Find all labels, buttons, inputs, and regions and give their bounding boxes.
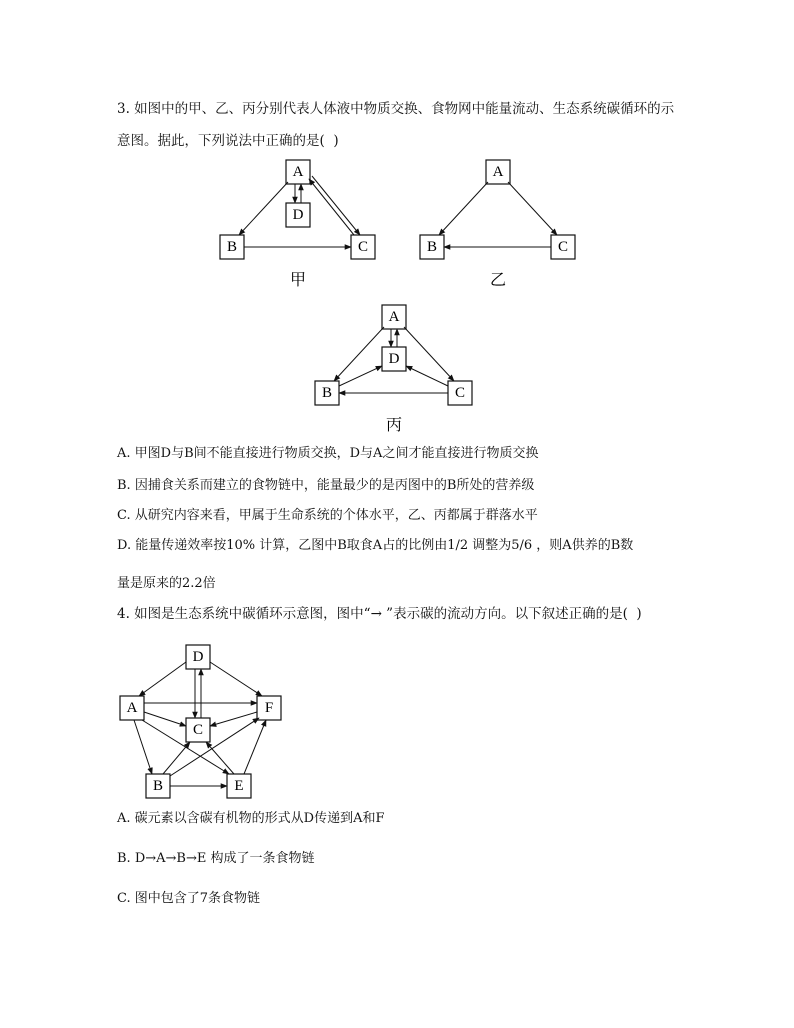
node-d: [186, 645, 210, 669]
node-b: [146, 774, 170, 798]
node-c-label: C: [192, 722, 204, 738]
node-a: [286, 160, 310, 184]
node-b-label: B: [426, 239, 438, 255]
node-b: [420, 235, 444, 259]
node-b-label: B: [152, 778, 164, 794]
node-a-label: A: [126, 700, 138, 716]
node-b: [315, 381, 339, 405]
figure-yi: [410, 155, 590, 295]
node-c: [351, 235, 375, 259]
node-f: [257, 696, 281, 720]
node-d-label: D: [388, 351, 400, 367]
node-a-label: A: [292, 164, 304, 180]
q3-option-c: C. 从研究内容来看，甲属于生命系统的个体水平，乙、丙都属于群落水平: [117, 508, 538, 523]
caption-bing: 丙: [385, 415, 403, 434]
q3-stem-line1: 3. 如图中的甲、乙、丙分别代表人体液中物质交换、食物网中能量流动、生态系统碳循环的示: [117, 101, 675, 117]
node-c: [551, 235, 575, 259]
node-a: [120, 696, 144, 720]
node-d: [382, 347, 406, 371]
q4-stem: 4. 如图是生态系统中碳循环示意图，图中“→ ”表示碳的流动方向。以下叙述正确的是( ): [117, 606, 642, 622]
q3-option-d-line2: 量是原来的2.2倍: [117, 576, 216, 591]
q3-option-d-line1: D. 能量传递效率按10% 计算，乙图中B取食A占的比例由1/2 调整为5/6 ，则A供养的B数: [117, 538, 634, 553]
node-c: [186, 718, 210, 742]
caption-yi: 乙: [489, 270, 507, 289]
node-e: [227, 774, 251, 798]
node-a-label: A: [388, 309, 400, 325]
figure-jia: [210, 155, 390, 295]
node-d-label: D: [192, 649, 204, 665]
node-f-label: F: [264, 700, 274, 716]
node-a-label: A: [492, 164, 504, 180]
q4-option-c: C. 图中包含了7条食物链: [117, 891, 261, 906]
figure-bing: [305, 300, 485, 440]
node-c-label: C: [454, 385, 466, 401]
node-d: [286, 203, 310, 227]
node-c-label: C: [557, 239, 569, 255]
figure-q4-carbon-cycle: [117, 640, 287, 805]
node-c-label: C: [357, 239, 369, 255]
node-a: [486, 160, 510, 184]
q4-option-b: B. D→A→B→E 构成了一条食物链: [117, 851, 315, 866]
q3-option-b: B. 因捕食关系而建立的食物链中，能量最少的是丙图中的B所处的营养级: [117, 478, 535, 493]
node-a: [382, 305, 406, 329]
q3-option-a: A. 甲图D与B间不能直接进行物质交换，D与A之间才能直接进行物质交换: [117, 446, 539, 461]
node-b-label: B: [226, 239, 238, 255]
q4-option-a: A. 碳元素以含碳有机物的形式从D传递到A和F: [117, 811, 385, 826]
node-c: [448, 381, 472, 405]
node-d-label: D: [292, 207, 304, 223]
node-b-label: B: [321, 385, 333, 401]
q3-stem-line2: 意图。据此，下列说法中正确的是( ): [117, 133, 339, 149]
node-e-label: E: [234, 778, 244, 794]
caption-jia: 甲: [289, 270, 307, 289]
node-b: [220, 235, 244, 259]
